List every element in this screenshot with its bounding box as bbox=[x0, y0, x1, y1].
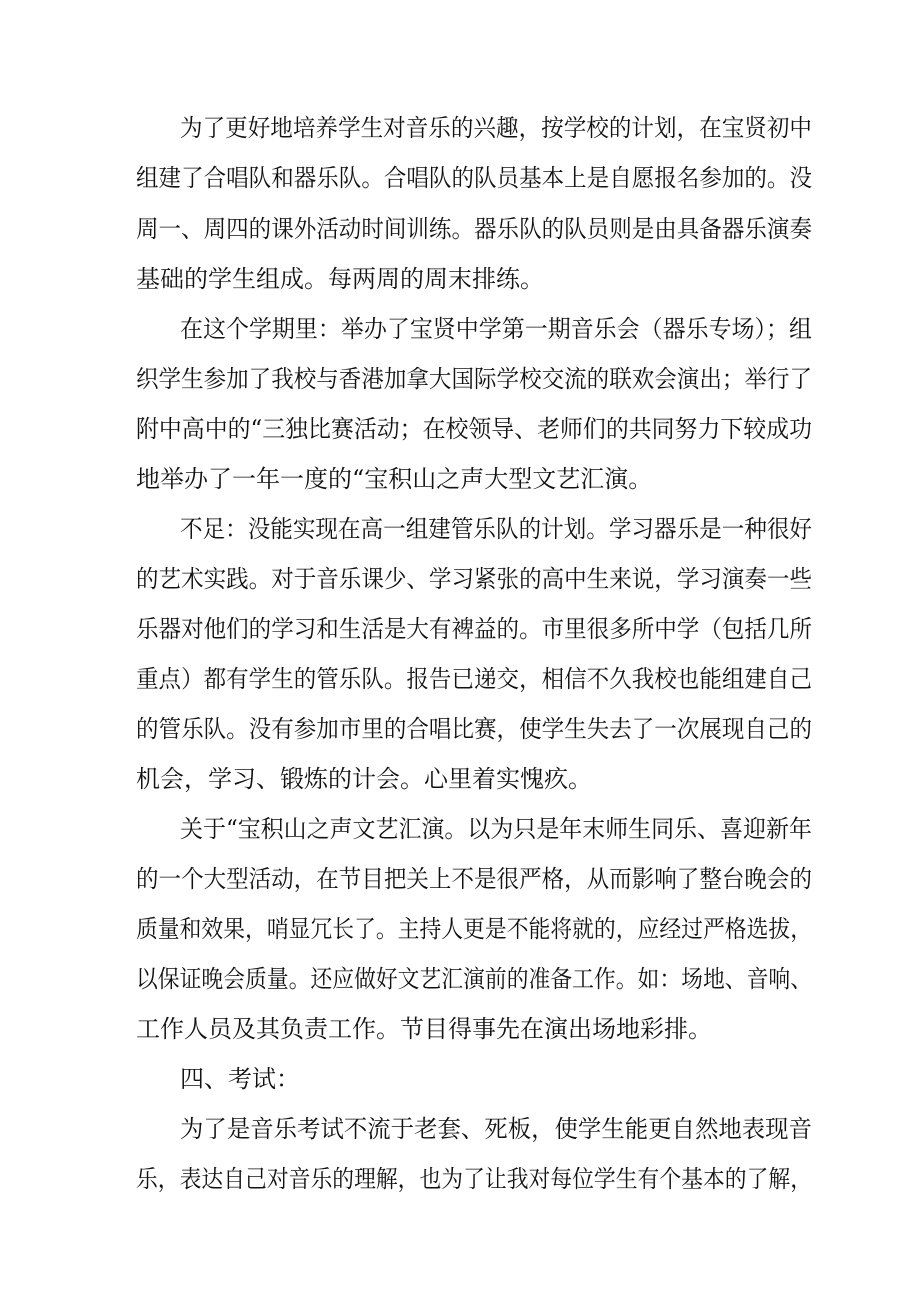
line-text: 四、考试： bbox=[180, 1065, 300, 1093]
line-text: 的艺术实践。对于音乐课少、学习紧张的高中生来说，学习演奏一些 bbox=[136, 565, 812, 593]
text-line bbox=[0, 909, 920, 949]
text-line bbox=[0, 759, 920, 799]
text-line bbox=[0, 259, 920, 299]
line-text: 重点）都有学生的管乐队。报告已递交，相信不久我校也能组建自己 bbox=[136, 665, 812, 693]
text-line bbox=[0, 509, 920, 549]
line-text: 机会，学习、锻炼的计会。心里着实愧疚。 bbox=[136, 765, 592, 793]
text-line bbox=[0, 158, 920, 198]
text-line bbox=[0, 709, 920, 749]
line-text: 乐，表达自己对音乐的理解，也为了让我对每位学生有个基本的了解， bbox=[136, 1165, 812, 1193]
text-line bbox=[0, 959, 920, 999]
text-line bbox=[0, 459, 920, 499]
line-text: 组建了合唱队和器乐队。合唱队的队员基本上是自愿报名参加的。没 bbox=[136, 164, 812, 192]
line-text: 基础的学生组成。每两周的周末排练。 bbox=[136, 265, 544, 293]
line-text: 的一个大型活动，在节目把关上不是很严格，从而影响了整台晚会的 bbox=[136, 865, 812, 893]
line-text: 工作人员及其负责工作。节目得事先在演出场地彩排。 bbox=[136, 1015, 712, 1043]
text-line bbox=[0, 559, 920, 599]
text-line bbox=[0, 1109, 920, 1149]
line-text: 的管乐队。没有参加市里的合唱比赛，使学生失去了一次展现自己的 bbox=[136, 715, 812, 743]
text-line bbox=[0, 409, 920, 449]
text-line bbox=[0, 809, 920, 849]
text-line bbox=[0, 359, 920, 399]
text-line bbox=[0, 209, 920, 249]
text-line bbox=[0, 609, 920, 649]
text-line bbox=[0, 1009, 920, 1049]
line-text: 为了是音乐考试不流于老套、死板，使学生能更自然地表现音 bbox=[180, 1115, 812, 1143]
text-line bbox=[0, 859, 920, 899]
line-text: 在这个学期里：举办了宝贤中学第一期音乐会（器乐专场）；组 bbox=[180, 315, 812, 343]
line-text: 质量和效果，哨显冗长了。主持人更是不能将就的，应经过严格选拔， bbox=[136, 915, 812, 943]
line-text: 为了更好地培养学生对音乐的兴趣，按学校的计划，在宝贤初中 bbox=[180, 114, 812, 142]
text-line bbox=[0, 1159, 920, 1199]
line-text: 关于“宝积山之声文艺汇演。以为只是年末师生同乐、喜迎新年 bbox=[180, 815, 812, 843]
text-line bbox=[0, 659, 920, 699]
text-line bbox=[0, 1059, 920, 1099]
text-line bbox=[0, 309, 920, 349]
text-line bbox=[0, 108, 920, 148]
line-text: 地举办了一年一度的“宝积山之声大型文艺汇演。 bbox=[136, 465, 653, 493]
line-text: 以保证晚会质量。还应做好文艺汇演前的准备工作。如：场地、音响、 bbox=[136, 965, 812, 993]
line-text: 乐器对他们的学习和生活是大有裨益的。市里很多所中学（包括几所 bbox=[136, 615, 812, 643]
line-text: 附中高中的“三独比赛活动；在校领导、老师们的共同努力下较成功 bbox=[136, 415, 812, 443]
line-text: 织学生参加了我校与香港加拿大国际学校交流的联欢会演出；举行了 bbox=[136, 365, 812, 393]
line-text: 周一、周四的课外活动时间训练。器乐队的队员则是由具备器乐演奏 bbox=[136, 215, 812, 243]
line-text: 不足：没能实现在高一组建管乐队的计划。学习器乐是一种很好 bbox=[180, 515, 812, 543]
